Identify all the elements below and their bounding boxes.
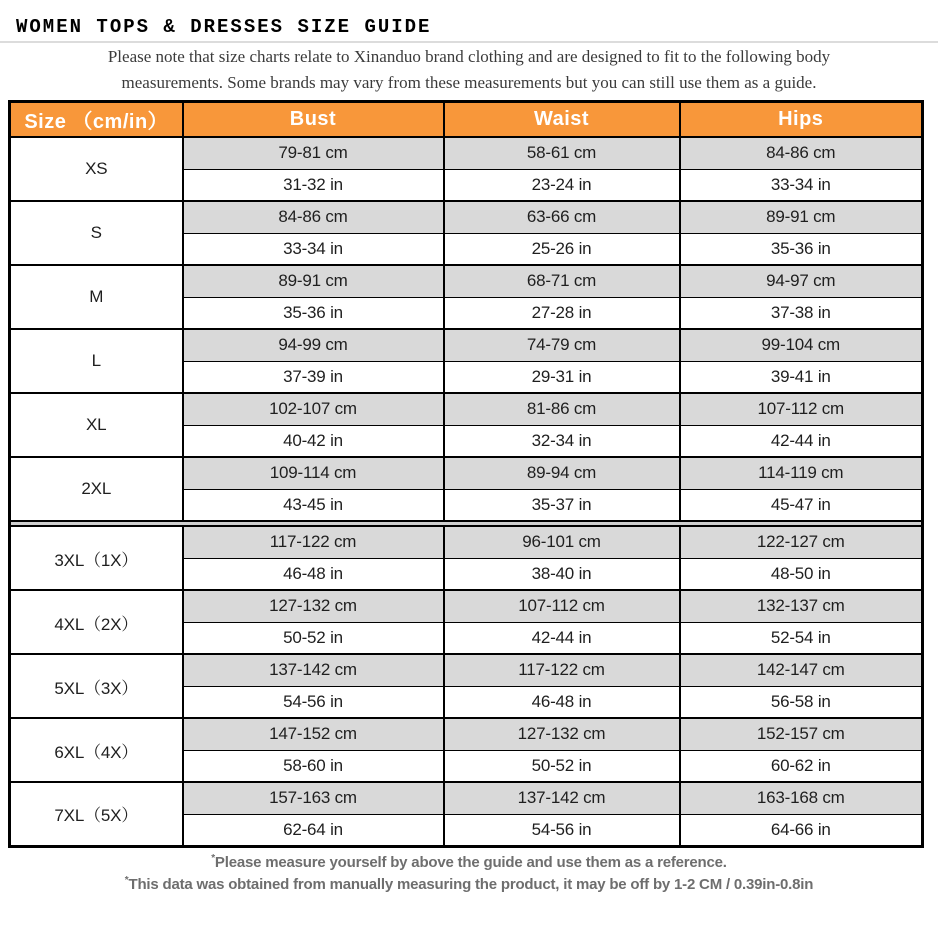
- header-bust: Bust: [183, 101, 444, 137]
- measurement-in-cell: 56-58 in: [680, 686, 923, 718]
- measurement-cm-cell: 58-61 cm: [444, 137, 680, 169]
- measurement-in-cell: 62-64 in: [183, 814, 444, 846]
- size-row-cm: [10, 457, 923, 489]
- measurement-in-cell: 38-40 in: [444, 558, 680, 590]
- measurement-in-cell: 33-34 in: [183, 233, 444, 265]
- measurement-cm-cell: 107-112 cm: [680, 393, 923, 425]
- measurement-in-cell: 58-60 in: [183, 750, 444, 782]
- measurement-in-cell: 35-36 in: [183, 297, 444, 329]
- size-label: 5XL（3X）: [10, 654, 183, 718]
- size-table-body: [10, 137, 923, 846]
- size-chart-table: [8, 100, 924, 848]
- measurement-in-cell: 52-54 in: [680, 622, 923, 654]
- measurement-cm-cell: 107-112 cm: [444, 590, 680, 622]
- measurement-cm-cell: 117-122 cm: [444, 654, 680, 686]
- size-row-cm: [10, 329, 923, 361]
- measurement-cm-cell: 89-91 cm: [183, 265, 444, 297]
- size-row-cm: [10, 137, 923, 169]
- measurement-in-cell: 37-38 in: [680, 297, 923, 329]
- size-row-cm: [10, 265, 923, 297]
- measurement-in-cell: 50-52 in: [444, 750, 680, 782]
- measurement-cm-cell: 122-127 cm: [680, 526, 923, 558]
- measurement-cm-cell: 147-152 cm: [183, 718, 444, 750]
- measurement-cm-cell: 157-163 cm: [183, 782, 444, 814]
- footnote-measure-reference: *Please measure yourself by above the guide and use them as a reference.: [211, 852, 727, 871]
- measurement-cm-cell: 81-86 cm: [444, 393, 680, 425]
- measurement-in-cell: 29-31 in: [444, 361, 680, 393]
- header-waist: Waist: [444, 101, 680, 137]
- measurement-in-cell: 46-48 in: [444, 686, 680, 718]
- measurement-cm-cell: 152-157 cm: [680, 718, 923, 750]
- page-title: WOMEN TOPS & DRESSES SIZE GUIDE: [16, 16, 432, 38]
- size-label: 7XL（5X）: [10, 782, 183, 846]
- measurement-in-cell: 40-42 in: [183, 425, 444, 457]
- measurement-in-cell: 35-36 in: [680, 233, 923, 265]
- size-row-cm: [10, 526, 923, 558]
- measurement-in-cell: 45-47 in: [680, 489, 923, 521]
- measurement-cm-cell: 63-66 cm: [444, 201, 680, 233]
- measurement-in-cell: 46-48 in: [183, 558, 444, 590]
- measurement-in-cell: 60-62 in: [680, 750, 923, 782]
- measurement-cm-cell: 163-168 cm: [680, 782, 923, 814]
- measurement-cm-cell: 79-81 cm: [183, 137, 444, 169]
- table-header-row: [10, 101, 923, 137]
- size-label: 3XL（1X）: [10, 526, 183, 590]
- intro-note: [0, 44, 938, 97]
- size-label: 2XL: [10, 457, 183, 521]
- measurement-in-cell: 42-44 in: [444, 622, 680, 654]
- measurement-cm-cell: 117-122 cm: [183, 526, 444, 558]
- header-size: Size （cm/in）: [10, 101, 183, 137]
- measurement-in-cell: 25-26 in: [444, 233, 680, 265]
- size-label: XL: [10, 393, 183, 457]
- measurement-cm-cell: 84-86 cm: [183, 201, 444, 233]
- measurement-cm-cell: 99-104 cm: [680, 329, 923, 361]
- size-label: 4XL（2X）: [10, 590, 183, 654]
- measurement-cm-cell: 142-147 cm: [680, 654, 923, 686]
- measurement-in-cell: 48-50 in: [680, 558, 923, 590]
- measurement-cm-cell: 132-137 cm: [680, 590, 923, 622]
- measurement-in-cell: 64-66 in: [680, 814, 923, 846]
- measurement-in-cell: 27-28 in: [444, 297, 680, 329]
- measurement-cm-cell: 102-107 cm: [183, 393, 444, 425]
- size-row-cm: [10, 718, 923, 750]
- size-row-cm: [10, 654, 923, 686]
- size-row-cm: [10, 393, 923, 425]
- measurement-in-cell: 54-56 in: [183, 686, 444, 718]
- measurement-in-cell: 54-56 in: [444, 814, 680, 846]
- measurement-in-cell: 33-34 in: [680, 169, 923, 201]
- header-hips: Hips: [680, 101, 923, 137]
- measurement-cm-cell: 127-132 cm: [444, 718, 680, 750]
- measurement-cm-cell: 96-101 cm: [444, 526, 680, 558]
- measurement-cm-cell: 127-132 cm: [183, 590, 444, 622]
- footnotes: [0, 853, 938, 893]
- footnote-measurement-tolerance: *This data was obtained from manually measuring the product, it may be off by 1-2 CM / 0.39in-0.8in: [124, 874, 814, 893]
- measurement-cm-cell: 89-91 cm: [680, 201, 923, 233]
- measurement-in-cell: 43-45 in: [183, 489, 444, 521]
- size-label: 6XL（4X）: [10, 718, 183, 782]
- title-divider-rule: [0, 41, 938, 43]
- measurement-cm-cell: 137-142 cm: [183, 654, 444, 686]
- measurement-in-cell: 35-37 in: [444, 489, 680, 521]
- measurement-in-cell: 50-52 in: [183, 622, 444, 654]
- measurement-cm-cell: 114-119 cm: [680, 457, 923, 489]
- intro-note-line-2: measurements. Some brands may vary from these measurements but you can still use them as a guide.: [121, 73, 817, 93]
- measurement-in-cell: 32-34 in: [444, 425, 680, 457]
- size-label: XS: [10, 137, 183, 201]
- measurement-cm-cell: 89-94 cm: [444, 457, 680, 489]
- measurement-in-cell: 23-24 in: [444, 169, 680, 201]
- size-row-cm: [10, 782, 923, 814]
- measurement-cm-cell: 94-97 cm: [680, 265, 923, 297]
- size-row-cm: [10, 201, 923, 233]
- measurement-cm-cell: 74-79 cm: [444, 329, 680, 361]
- measurement-in-cell: 39-41 in: [680, 361, 923, 393]
- measurement-cm-cell: 68-71 cm: [444, 265, 680, 297]
- size-row-cm: [10, 590, 923, 622]
- measurement-cm-cell: 84-86 cm: [680, 137, 923, 169]
- measurement-in-cell: 31-32 in: [183, 169, 444, 201]
- measurement-cm-cell: 109-114 cm: [183, 457, 444, 489]
- intro-note-line-1: Please note that size charts relate to Xinanduo brand clothing and are designed to fit to the following body: [107, 47, 831, 66]
- size-label: S: [10, 201, 183, 265]
- measurement-in-cell: 37-39 in: [183, 361, 444, 393]
- size-label: M: [10, 265, 183, 329]
- measurement-cm-cell: 137-142 cm: [444, 782, 680, 814]
- size-label: L: [10, 329, 183, 393]
- measurement-in-cell: 42-44 in: [680, 425, 923, 457]
- measurement-cm-cell: 94-99 cm: [183, 329, 444, 361]
